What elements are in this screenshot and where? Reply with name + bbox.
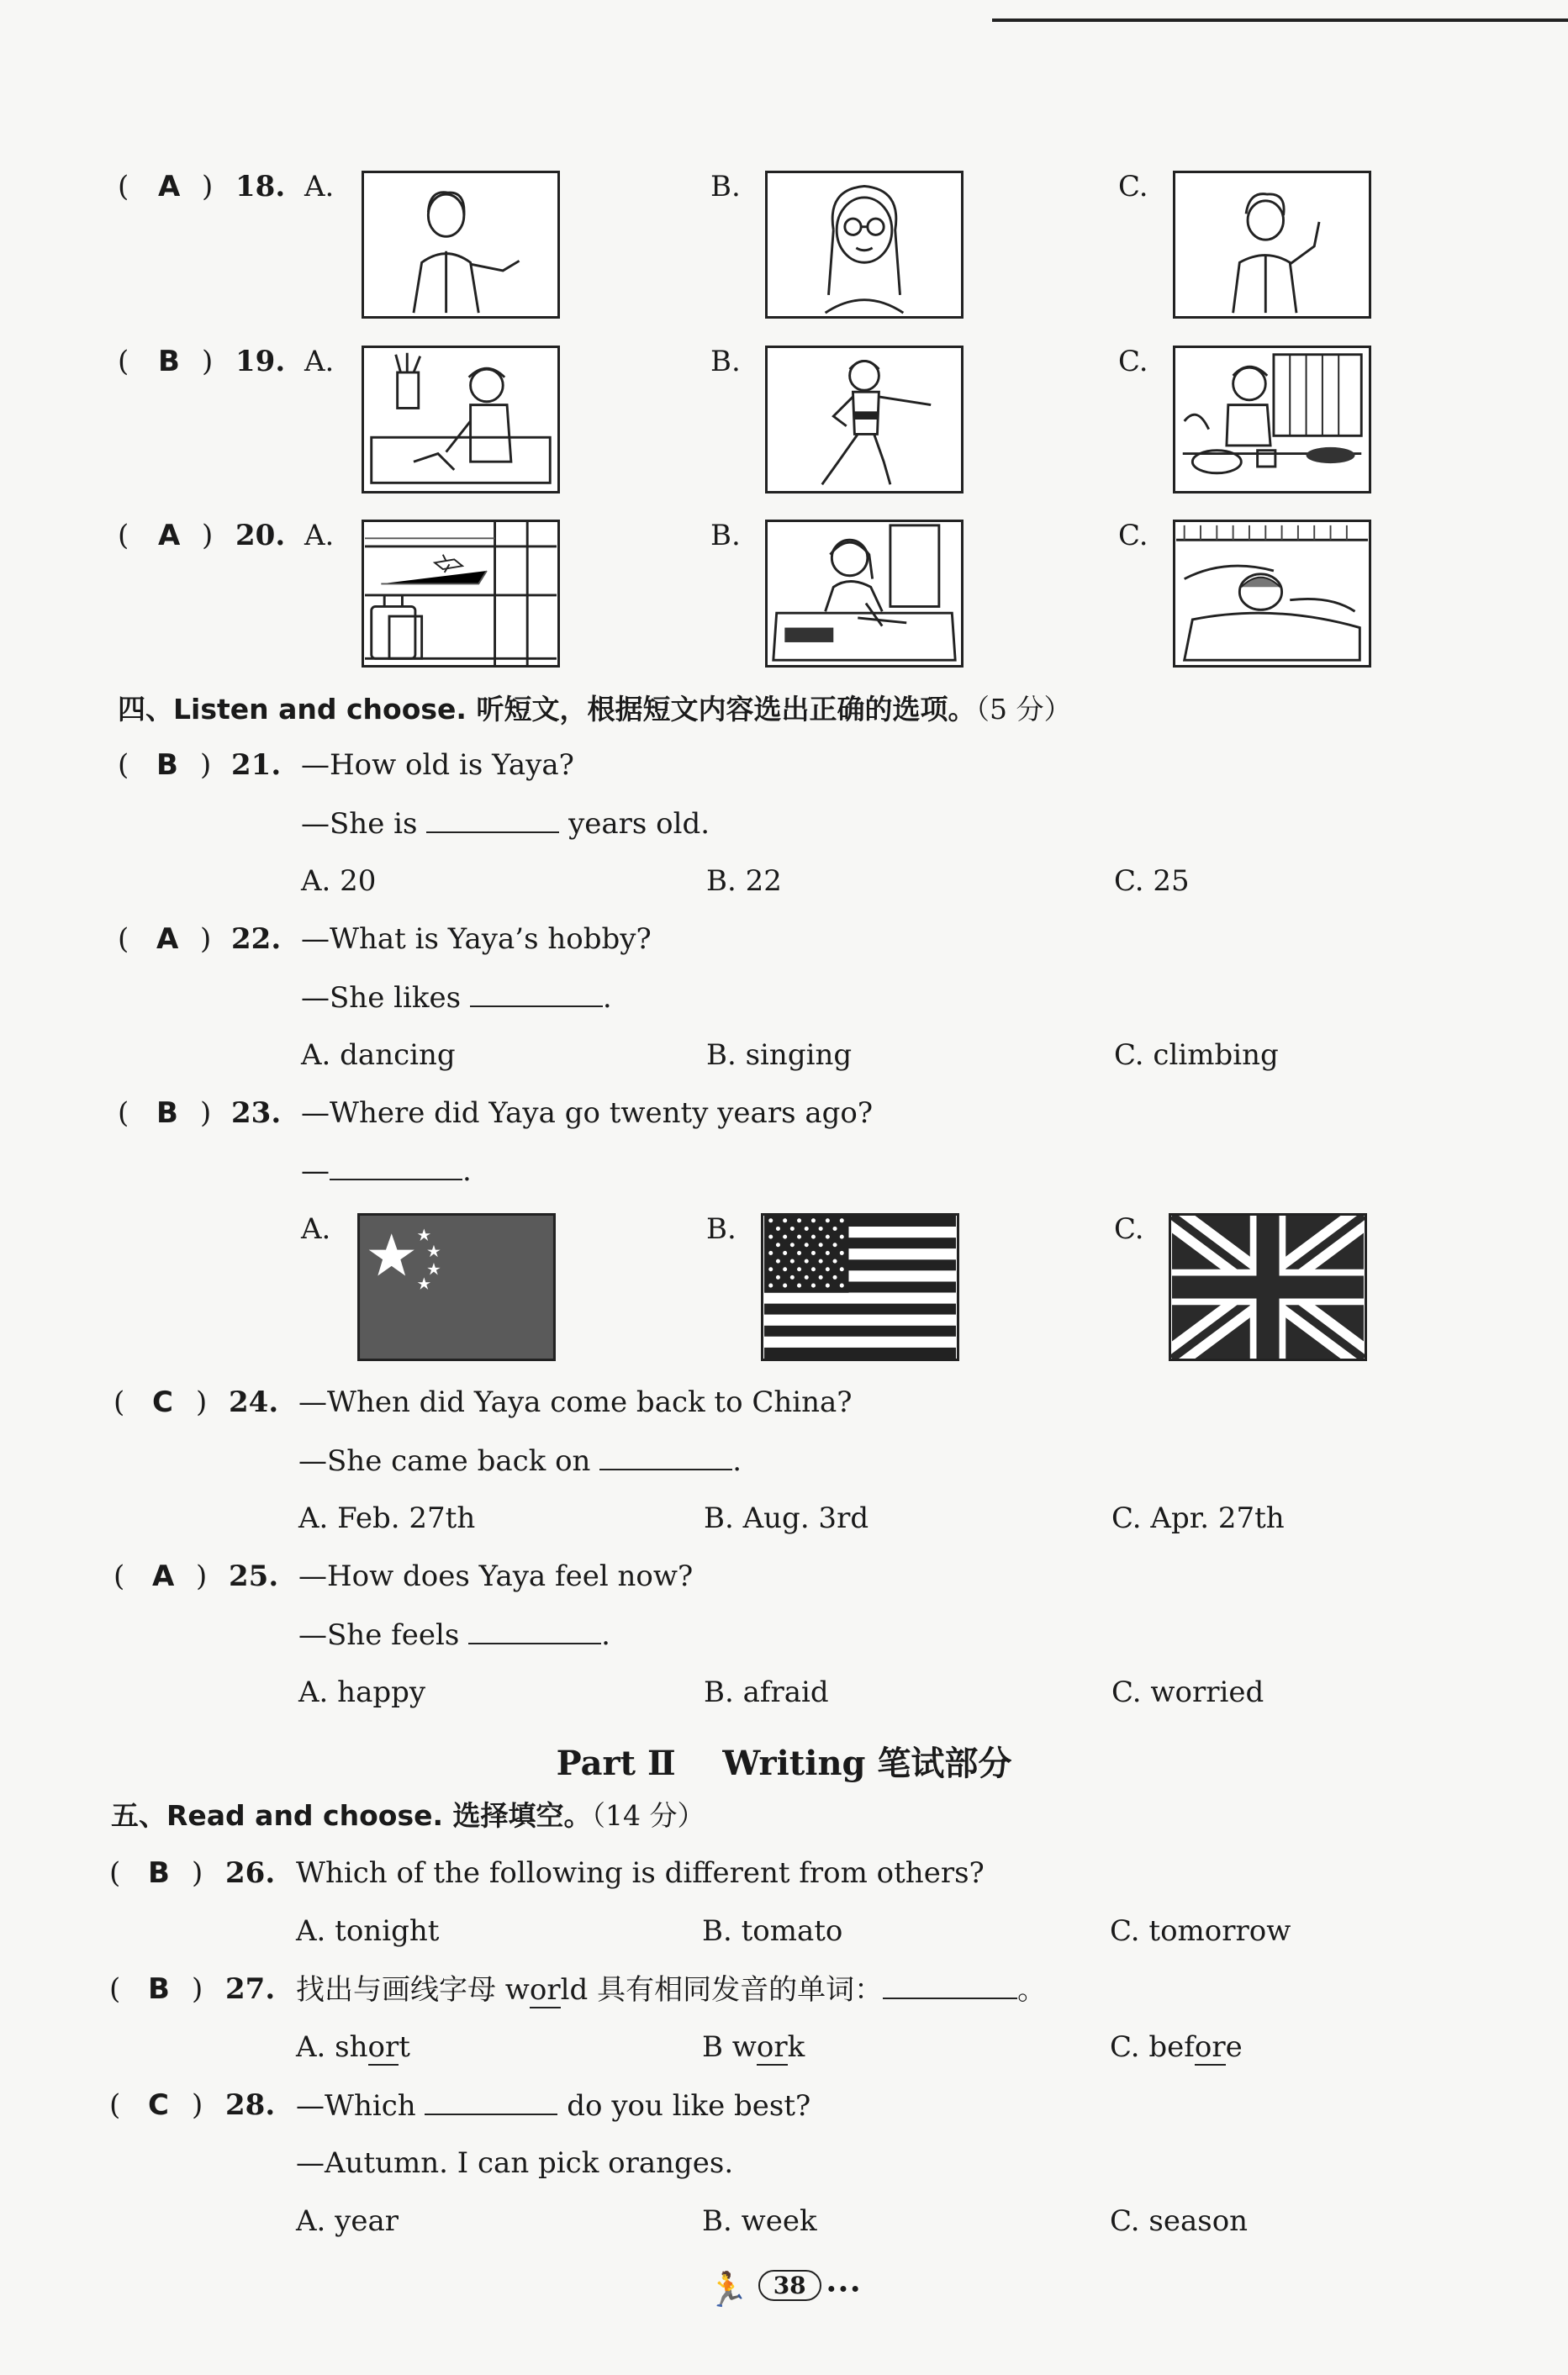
dots-icon: ••• [825, 2277, 862, 2302]
answer-21-post: years old. [568, 807, 710, 841]
section5-heading-score: （14 分） [591, 1799, 705, 1832]
runner-icon: 🏃 [706, 2271, 749, 2309]
qnum-23: 23. [231, 1096, 282, 1130]
answer-24-pre: —She came back on [298, 1444, 591, 1478]
option-24-a[interactable]: A. Feb. 27th [298, 1502, 476, 1535]
option-28-c[interactable]: C. season [1110, 2204, 1249, 2238]
option-23-c-label: C. [1114, 1212, 1144, 1246]
option-20-b-label: B. [710, 519, 741, 552]
option-21-a[interactable]: A. 20 [301, 864, 377, 898]
option-23-b-label: B. [706, 1212, 736, 1246]
question-27-post: 。 [1017, 1973, 1047, 2007]
qnum-21: 21. [231, 748, 282, 782]
qnum-28: 28. [225, 2088, 276, 2122]
option-21-c[interactable]: C. 25 [1114, 864, 1190, 898]
answer-21: B [156, 748, 178, 782]
answer-28-text: —Autumn. I can pick oranges. [296, 2146, 734, 2180]
option-27-a-pre: A. sh [296, 2030, 368, 2064]
section5-heading-en: 五、Read and choose. [111, 1799, 444, 1832]
option-27-a-underlined: or [367, 2030, 399, 2064]
option-26-c[interactable]: C. tomorrow [1110, 1914, 1291, 1948]
airport-window-suitcase-icon[interactable] [362, 520, 560, 668]
question-28-pre: —Which [296, 2089, 416, 2123]
answer-18: A [158, 170, 181, 203]
option-19-b-label: B. [710, 345, 741, 378]
option-27-a-post: t [399, 2030, 410, 2064]
option-28-a[interactable]: A. year [296, 2204, 399, 2238]
blank-22[interactable] [470, 979, 603, 1007]
woman-writing-desk-icon[interactable] [765, 520, 964, 668]
airport-window-suitcase-drawing [364, 522, 557, 665]
option-23-a-label: A. [301, 1212, 331, 1246]
old-woman-pointing-icon[interactable] [1173, 171, 1371, 319]
answer-25-pre: —She feels [298, 1618, 460, 1652]
option-27-a[interactable] [296, 2029, 410, 2066]
boy-painting-drawing [364, 348, 557, 491]
answer-25-post: . [601, 1618, 610, 1652]
answer-25: A [152, 1560, 175, 1593]
old-woman-pointing-drawing [1175, 173, 1369, 316]
teacher-woman-pointing-drawing [364, 173, 557, 316]
part-2-title [0, 1737, 1568, 1785]
option-24-c[interactable]: C. Apr. 27th [1111, 1502, 1285, 1535]
option-27-c-post: e [1225, 2030, 1243, 2064]
answer-19: B [158, 345, 180, 378]
option-18-c-label: C. [1118, 170, 1148, 203]
option-20-c-label: C. [1118, 519, 1148, 552]
option-22-a[interactable]: A. dancing [301, 1038, 456, 1072]
answer-23: B [156, 1096, 178, 1130]
blank-28[interactable] [425, 2087, 557, 2115]
question-23-text: —Where did Yaya go twenty years ago? [301, 1096, 874, 1130]
option-18-b-label: B. [710, 170, 741, 203]
answer-28: C [148, 2088, 169, 2122]
option-27-c-underlined: or [1194, 2030, 1226, 2064]
question-25-text: —How does Yaya feel now? [298, 1560, 694, 1593]
boy-painting-icon[interactable] [362, 346, 560, 493]
option-22-b[interactable]: B. singing [706, 1038, 853, 1072]
teacher-woman-pointing-icon[interactable] [362, 171, 560, 319]
option-19-c-label: C. [1118, 345, 1148, 378]
answer-20: A [158, 519, 181, 552]
option-28-b[interactable]: B. week [702, 2204, 817, 2238]
qnum-18: 18. [235, 170, 286, 203]
section4-heading [118, 688, 1071, 727]
girl-sick-in-bed-icon[interactable] [1173, 520, 1371, 668]
option-24-b[interactable]: B. Aug. 3rd [704, 1502, 869, 1535]
qnum-24: 24. [229, 1385, 279, 1419]
option-27-b[interactable] [702, 2029, 805, 2066]
option-27-b-underlined: or [756, 2030, 788, 2064]
usa-flag-icon[interactable] [761, 1213, 959, 1361]
question-27-mid: ld 具有相同发音的单词： [560, 1973, 884, 2007]
boy-kung-fu-icon[interactable] [765, 346, 964, 493]
boy-kung-fu-drawing [768, 348, 961, 491]
part-2-label: Part Ⅱ [556, 1744, 676, 1783]
blank-21[interactable] [426, 805, 559, 833]
top-rule [992, 18, 1568, 22]
question-26-text: Which of the following is different from others? [296, 1856, 985, 1890]
section5-heading-cn: 选择填空。 [452, 1799, 592, 1832]
qnum-26: 26. [225, 1856, 276, 1890]
qnum-22: 22. [231, 922, 282, 956]
blank-23[interactable] [330, 1152, 462, 1180]
answer-22: A [156, 922, 179, 956]
girl-with-glasses-icon[interactable] [765, 171, 964, 319]
woman-writing-desk-drawing [768, 522, 961, 665]
usa-flag-svg [763, 1216, 957, 1359]
option-19-a-label: A. [304, 345, 335, 378]
question-22-text: —What is Yaya’s hobby? [301, 922, 652, 956]
question-27-underlined: or [529, 1973, 561, 2007]
option-21-b[interactable]: B. 22 [706, 864, 782, 898]
option-25-a[interactable]: A. happy [298, 1676, 426, 1709]
section4-heading-en: 四、Listen and choose. [118, 693, 467, 726]
answer-21-pre: —She is [301, 807, 418, 841]
question-24-text: —When did Yaya come back to China? [298, 1385, 853, 1419]
answer-22-pre: —She likes [301, 981, 462, 1015]
option-27-c-pre: C. bef [1110, 2030, 1195, 2064]
page-footer [0, 2270, 1568, 2309]
option-20-a-label: A. [304, 519, 335, 552]
option-26-b[interactable]: B. tomato [702, 1914, 843, 1948]
qnum-27: 27. [225, 1972, 276, 2006]
qnum-25: 25. [229, 1560, 279, 1593]
question-28-post: do you like best? [567, 2089, 811, 2123]
page-number: 38 [758, 2270, 821, 2301]
answer-22-post: . [602, 981, 612, 1015]
option-27-b-pre: B w [702, 2030, 757, 2064]
china-flag-svg [360, 1216, 553, 1359]
option-27-c[interactable] [1110, 2029, 1243, 2066]
answer-27: B [148, 1972, 170, 2006]
section4-heading-score: （5 分） [975, 693, 1072, 726]
section4-heading-cn: 听短文，根据短文内容选出正确的选项。 [476, 693, 976, 726]
answer-24-post: . [732, 1444, 742, 1478]
section5-heading [111, 1794, 705, 1834]
option-25-b[interactable]: B. afraid [704, 1676, 829, 1709]
girl-sick-in-bed-drawing [1175, 522, 1369, 665]
qnum-19: 19. [235, 345, 286, 378]
girl-with-glasses-drawing [768, 173, 961, 316]
option-26-a[interactable]: A. tonight [296, 1914, 440, 1948]
option-18-a-label: A. [304, 170, 335, 203]
blank-24[interactable] [599, 1442, 732, 1470]
answer-23-post: . [462, 1154, 472, 1188]
option-22-c[interactable]: C. climbing [1114, 1038, 1279, 1072]
uk-flag-icon[interactable] [1169, 1213, 1367, 1361]
answer-23-pre: — [301, 1154, 330, 1188]
blank-27[interactable] [883, 1971, 1017, 1999]
uk-flag-svg [1171, 1216, 1365, 1359]
blank-25[interactable] [468, 1616, 601, 1644]
answer-24: C [152, 1385, 173, 1419]
question-21-text: —How old is Yaya? [301, 748, 574, 782]
boy-cooking-icon[interactable] [1173, 346, 1371, 493]
option-27-b-post: k [787, 2030, 805, 2064]
boy-cooking-drawing [1175, 348, 1369, 491]
question-27-pre: 找出与画线字母 w [296, 1973, 530, 2007]
china-flag-icon[interactable] [357, 1213, 556, 1361]
answer-26: B [148, 1856, 170, 1890]
part-2-name: Writing 笔试部分 [722, 1744, 1012, 1783]
qnum-20: 20. [235, 519, 286, 552]
option-25-c[interactable]: C. worried [1111, 1676, 1264, 1709]
